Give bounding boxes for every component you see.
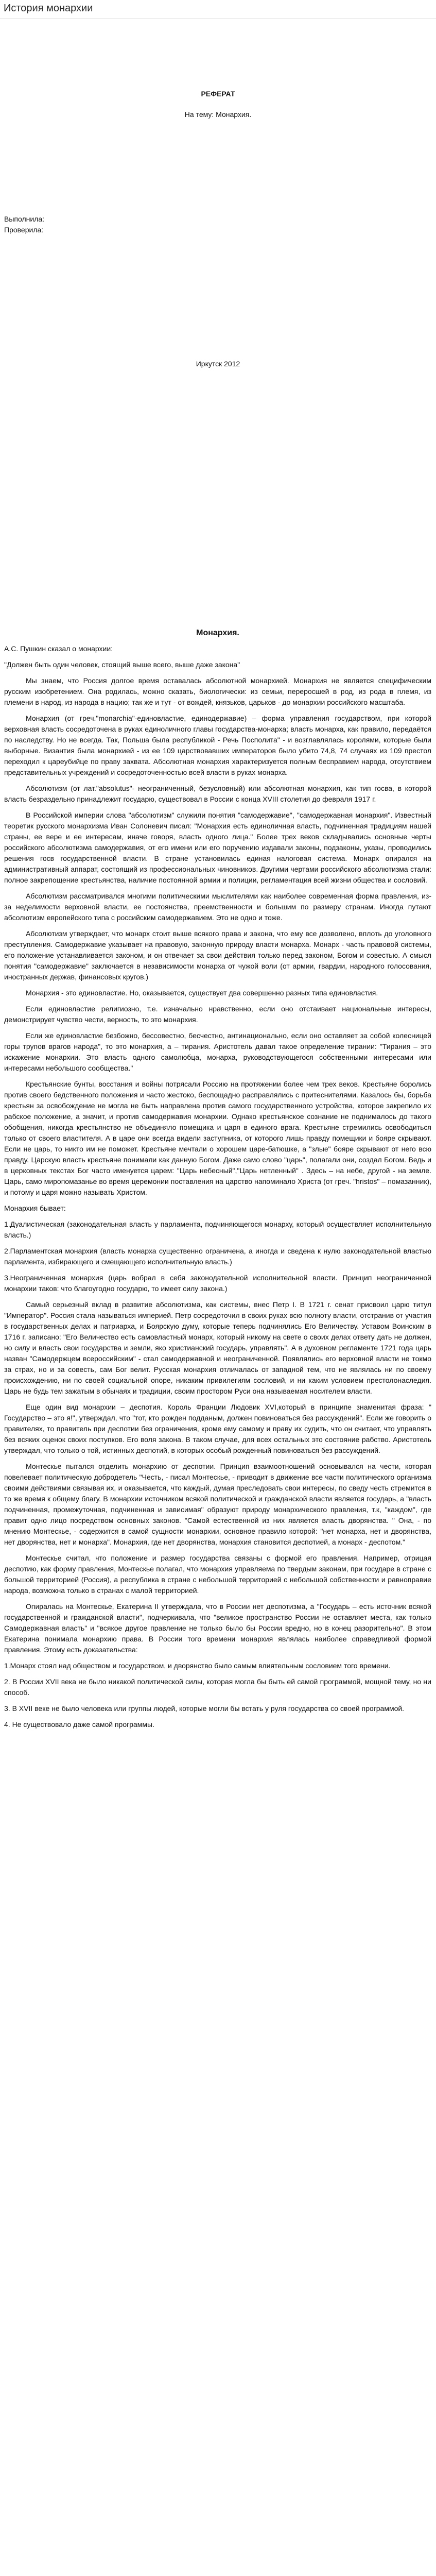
essay-topic: На тему: Монархия. <box>184 110 252 118</box>
type-item-parliamentary: 2.Парламентская монархия (власть монарха существенно ограничена, а иногда и сведена к нулю законодательной властью парламента, избирающего и смещающего исполнительную власть.) <box>4 1247 431 1266</box>
proof-item-4: 4. Не существовало даже самой программы. <box>4 1720 154 1728</box>
paragraph-absolutism: Абсолютизм (от лат."absolutus"- неограниченный, безусловный) или абсолютная монархия, как тип госва, в которой власть безраздельно принадлежит государю, существовал в России с конца XVIII столетия до февраля 1917 г. <box>4 784 431 803</box>
paragraph-religious: Если единовластие религиозно, т.е. изначально нравственно, если оно отстаивает национальные интересы, демонстрирует чувство чести, верность, то это монархия. <box>4 1005 431 1024</box>
page-title: История монархии <box>4 3 93 14</box>
paragraph-despotism: Еще один вид монархии – деспотия. Король Франции Людовик XVI,который в принципе знаменитая фраза: " Государство – это я!", утверждал, что "тот, кто рожден подданым, должен повиноваться без рассуждений". Если же говорить о правителях, то правитель при деспотии без ограничения, кроме ему самому и праву их судить, что он считает, что управлять без всяких оценок своих поступков. Его воля закона. В таком случае, для всех остальных это состояние рабство. Аристотель утверждал, что только о той, истинных деспотий, в которых особый рожденный повиноваться без рассуждений. <box>4 1403 431 1454</box>
proof-item-3: 3. В XVII веке не было человека или группы людей, которые могли бы встать у руля государства со своей программой. <box>4 1704 405 1713</box>
paragraph-peasants: Крестьянские бунты, восстания и войны потрясали Россию на протяжении более чем трех веков. Крестьяне боролись против своего бедственного положения и часто жестоко, беспощадно расправлялись с притеснителями. Казалось бы, борьба крестьян за освобождение не могла не быть направлена против самого государственного устройства, которое закрепило их рабское положение, а значит, и против самодержавия монархии. Однако крестьянское сознание не поднималось до такого обобщения, никогда крестьянство не объединяло помещика и царя в единого врага. Крестьяне стремились освободиться только от своего властителя. А в царе они всегда видели заступника, от которого лишь правду помещики и бояре скрывают. Если не царь, то никто им не поможет. Крестьяне мечтали о хорошем царе-батюшке, а "злые" бояре скрывают от него всю правду. Царскую власть крестьяне понимали как данную Богом. Даже само слово "царь", полагали они, создал Богом. Ведь и в церковных текстах Бог часто именуется царем: "Царь небесный","Царь нетленный" . Здесь – на небе, другой - на земле. Царь, само миропомазанье во время церемонии поставления на царство напоминало Христа (от греч. "hristos" – помазанник), и потому и царя можно называть Христом. <box>4 1080 431 1196</box>
types-intro: Монархия бывает: <box>4 1204 66 1212</box>
paragraph-peter-i: Самый серьезный вклад в развитие абсолютизма, как системы, внес Петр I. В 1721 г. сенат присвоил царю титул "Император". Россия стала называться империей. Петр сосредоточил в своих руках всю полноту власти, отстранив от участия в государственных делах и патриарха, и Боярскую думу, которые теперь подчинялись Его Величеству. Уставом Воинским в 1716 г. записано: "Его Величество есть самовластный монарх, который никому на свете о своих делах ответу дать не должен, но силу и власть свои государства и земли, яко христианский государь, управлять". А в духовном регламенте 1721 года царь назван "Самодержцем всероссийским" - стал самодержавной и неограниченной. Появлялись его верховной власти не токмо за страх, но и за совесть, сам Бог велит. Русская монархия отличалась от западной тем, что не являлась ни по своему происхождению, ни по своей социальной опоре, никаким привилегиям сословий, и ни каким условием престолонаследия. Царь не будь тем зажатым в обычаях и традиции, своим простором Руси она называемая носителем власти. <box>4 1300 431 1395</box>
proof-item-2: 2. В России XVII века не было никакой политической силы, которая могла бы быть ей самой программой, мощной тему, но ни способ. <box>4 1677 431 1697</box>
quote-text: "Должен быть один человек, стоящий выше всего, выше даже закона" <box>4 660 240 669</box>
paragraph-tyranny: Если же единовластие безбожно, бессовестно, бесчестно, антинационально, если оно оставляет за собой колесницей горы трупов врагов народа", то это монархия, а – тирания. Аристотель давал такое определение тирании: "Тирания – это искажение монархии. Это власть одного самолюбца, монарха, руководствующегося собственными интересами или интересами небольшого сообщества." <box>4 1031 431 1072</box>
paragraph-territory: Монтескье считал, что положение и размер государства связаны с формой его правления. Например, отрицая деспотию, как форму правления, Монтескье полагал, что монархия управляема по твердым законам, при государе в стране с большой территорией (Россия), а республика в стране с небольшой территорией с небольшой собственности и равноправие народа, возможна только в странах с малой территорией. <box>4 1554 431 1595</box>
type-item-dualistic: 1.Дуалистическая (законодательная власть у парламента, подчиняющегося монарху, который осуществляет исполнительную власть.) <box>4 1220 431 1239</box>
paragraph-intro: Мы знаем, что Россия долгое время оставалась абсолютной монархией. Монархия не является специфическим русским изобретением. Она родилась, можно сказать, биологически: из семьи, переросшей в род, из рода в племя, из племени в народ, из народа в нацию; так же и тут - от вождей, князьков, царьков - до монархии российского масштаба. <box>4 676 431 706</box>
paragraph-russian-absolutism: В Российской империи слова "абсолютизм" служили понятия "самодержавие", "самодержавная монархия". Известный теоретик русского монархизма Иван Солоневич писал: "Монархия есть единоличная власть, подчиненная традициям нашей страны, ее вере и ее интересам, иначе говоря, власть одного лица." Более трех веков складывались основные черты российского абсолютизма самодержавия, от его имени или его поручению издавали законы, подзаконы, указы, проводились решения госв государственной власти. В стране установилась единая налоговая система. Монарх опирался на административный аппарат, состоящий из профессиональных чиновников. Другими чертами российского абсолютизма стали: полное закрепощение крестьянства, наличие постоянной армии и полиции, регламентация всей жизни общества и сословий. <box>4 811 431 884</box>
performed-by-label: Выполнила: <box>4 215 45 223</box>
paragraph-definition: Монархия (от греч."monarchia"-единовластие, единодержавие) – форма управления государством, при которой верховная власть сосредоточена в руках единоличного главы государства-монарха; власть монарха, как правило, передаётся по наследству. Но не всегда. Так, Польша была республикой - Речь Посполита" - и возглавлялась королями, которые были выборные. Византия была монархией - из ее 109 царствовавших императоров было убито 74,8, 74 случаях из 109 престол переходил к цареубийце по праву захвата. Абсолютная монархия характеризуется полным бесправием народа, отсутствием представительных учреждений и сосредоточенностью всей власти в руках монарха. <box>4 714 431 776</box>
type-item-unlimited: 3.Неограниченная монархия (царь вобрал в себя законодательной исполнительной власти. Принцип неограниченной монархии таков: что благоугодно государю, то имеет силу закона.) <box>4 1274 431 1293</box>
essay-body <box>4 628 431 1735</box>
proof-item-1: 1.Монарх стоял над обществом и государством, и дворянство было самым влиятельным сословием того времени. <box>4 1662 391 1670</box>
paragraph-absolutism-theory: Абсолютизм рассматривался многими политическими мыслителями как наиболее современная форма правления, из-за неделимости верховной власти, ее постоянства, преемственности и большим по размеру странам. Иногда путают абсолютизм европейского типа с российским самодержавием. Это не одно и тоже. <box>4 892 431 922</box>
paragraph-catherine: Опиралась на Монтескье, Екатерина II утверждала, что в России нет деспотизма, а "Государь – есть источник всякой государственной и гражданской власти", подчеркивала, что "великое пространство России не оставляет места, как только Самодержавная власть" и "всякое другое правление не только было бы России вредно, но в конец разорительно". В этом Екатерина понимала монархию права. В России того времени монархия являлась наиболее справедливой формой правления. Этому есть доказательства: <box>4 1602 431 1654</box>
paragraph-two-types: Монархия - это единовластие. Но, оказывается, существует два совершенно разных типа единовластия. <box>26 989 378 997</box>
essay-label: РЕФЕРАТ <box>201 90 235 98</box>
paragraph-law: Абсолютизм утверждает, что монарх стоит выше всякого права и закона, что ему все дозволено, вплоть до уголовного преступления. Самодержавие указывает на правовую, законную природу власти монарха. Монарх - часть правовой системы, его положение устанавливается законом, и он отвечает за свои действия только перед законом, Богом и совестью. А смысл понятия "самодержавие" заключается в независимости монарха от чужой воли (от армии, гвардии, народного голосования, иностранных держав, финансовых кругов.) <box>4 929 431 981</box>
checked-by-label: Проверила: <box>4 226 44 234</box>
paragraph-montesquieu: Монтескье пытался отделить монархию от деспотии. Принцип взаимоотношений основывался на чести, которая повелевает политическую добродетель "Честь, - писал Монтескье, - приводит в движение все части политического организма своими действиями связывая их, и оказывается, что каждый, думая преследовать свои интересы, по сведу честь стремится в то же время к общему благу. В монархии источником всякой политической и гражданской власти является государь, а "власть подчиненная, промежуточная, подчиненная и зависимая" образуют природу монархического правления, т.к, "каждом", где правит одно лицо посредством основных законов. "Самой естественной из них является власть дворянства. " Она, - по мнению Монтескье, - содержится в самой сущности монархии, основное правило которой: "нет монарха, нет и дворянства, нет дворянства, нет и монарха". Монархия, где нет дворянства, монархия становится деспотией, а монарх - деспотом." <box>4 1462 431 1546</box>
city-year: Иркутск 2012 <box>196 360 240 368</box>
section-heading: Монархия. <box>196 629 239 637</box>
quote-intro: А.С. Пушкин сказал о монархии: <box>4 645 113 653</box>
